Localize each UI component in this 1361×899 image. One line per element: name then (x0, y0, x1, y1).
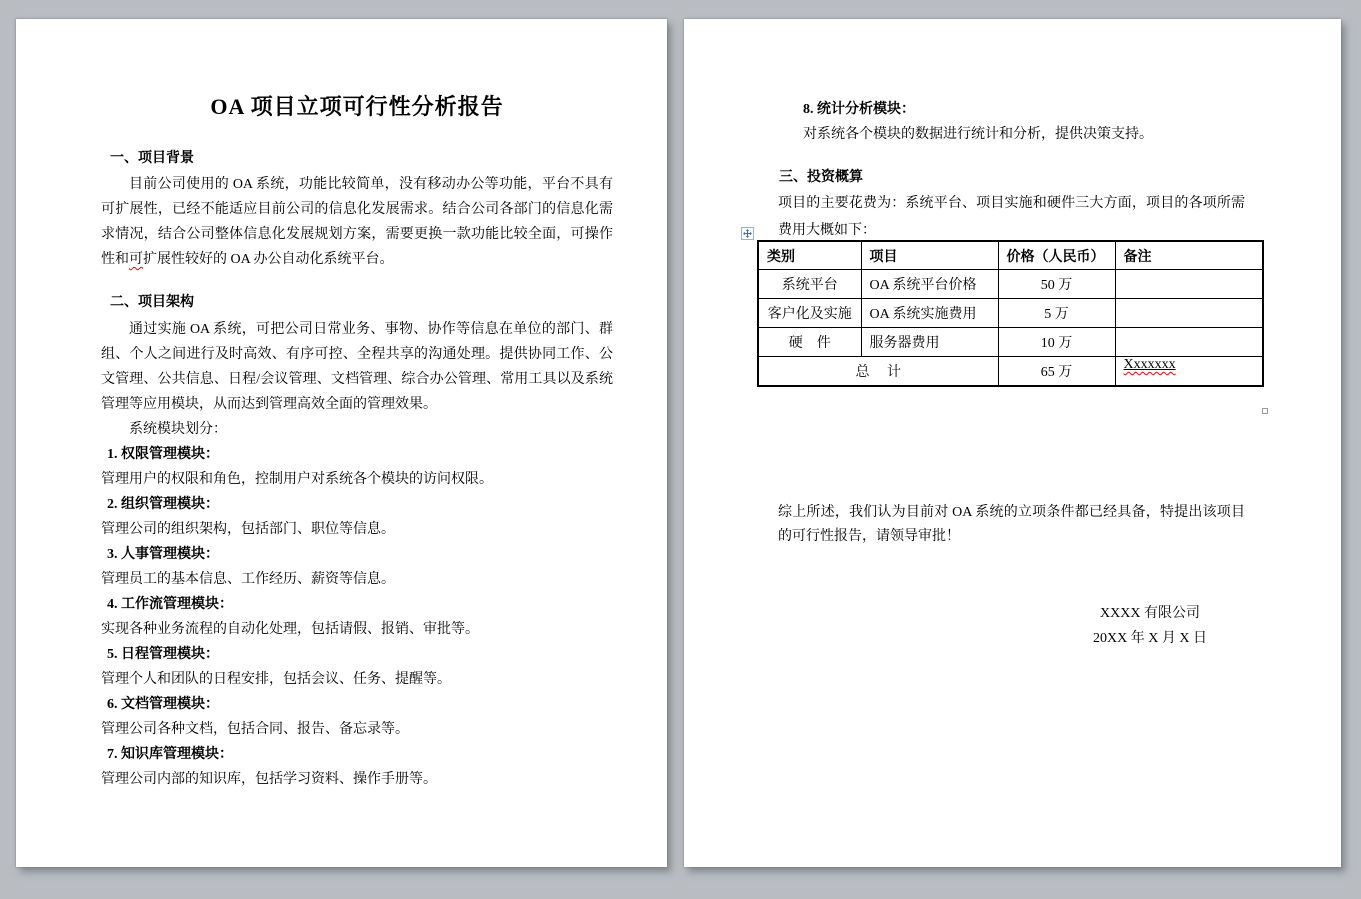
module-heading[interactable]: 7. 知识库管理模块： (107, 747, 233, 762)
cell-item[interactable]: OA 系统平台价格 (861, 270, 998, 299)
cell-category[interactable]: 硬 件 (758, 328, 861, 357)
cell-price[interactable]: 50 万 (998, 270, 1115, 299)
module-heading[interactable]: 3. 人事管理模块： (107, 547, 219, 562)
module-heading[interactable]: 6. 文档管理模块： (107, 697, 219, 712)
table-row (758, 299, 1263, 328)
table-total-row (758, 357, 1263, 387)
page-1-content (16, 92, 667, 792)
module-item (101, 592, 613, 642)
signature-date[interactable]: 20XX 年 X 月 X 日 (1093, 631, 1207, 646)
module-desc[interactable]: 管理员工的基本信息、工作经历、薪资等信息。 (101, 572, 395, 587)
module-item (803, 97, 1263, 147)
table-move-handle[interactable] (741, 227, 754, 240)
page-2[interactable] (684, 19, 1341, 867)
table-header-row (758, 241, 1263, 270)
col-header-price[interactable]: 价格（人民币） (998, 241, 1115, 270)
section-heading-architecture[interactable]: 二、项目架构 (110, 295, 194, 310)
module-desc[interactable]: 对系统各个模块的数据进行统计和分析，提供决策支持。 (803, 127, 1153, 142)
section-heading-investment[interactable]: 三、投资概算 (779, 170, 863, 185)
paragraph-text: 扩展性较好的 OA 办公自动化系统平台。 (143, 252, 394, 267)
module-list-intro[interactable]: 系统模块划分： (129, 422, 227, 437)
module-heading[interactable]: 4. 工作流管理模块： (107, 597, 233, 612)
cell-item[interactable]: 服务器费用 (861, 328, 998, 357)
investment-paragraph[interactable]: 项目的主要花费为：系统平台、项目实施和硬件三大方面，项目的各项所需费用大概如下： (778, 196, 1245, 238)
cell-note[interactable] (1115, 270, 1263, 299)
spellcheck-squiggle-word: Xxxxxxx (1123, 357, 1176, 372)
cell-price[interactable]: 5 万 (998, 299, 1115, 328)
module-item (101, 692, 613, 742)
module-item (101, 742, 613, 792)
cell-total-note[interactable] (1115, 357, 1263, 387)
cell-total-price[interactable]: 65 万 (998, 357, 1115, 387)
page-1[interactable] (16, 19, 667, 867)
module-item (101, 492, 613, 542)
page-2-content (684, 19, 1341, 867)
document-title[interactable]: OA 项目立项可行性分析报告 (210, 94, 504, 119)
architecture-paragraph[interactable]: 通过实施 OA 系统，可把公司日常业务、事物、协作等信息在单位的部门、群组、个人之间进行及时高效、有序可控、全程共享的沟通处理。提供协同工作、公文管理、公共信息、日程/会议管理、文档管理、综合办公管理、常用工具以及系统管理等应用模块，从而达到管理高效全面的管理效果。 (101, 322, 613, 412)
module-desc[interactable]: 管理用户的权限和角色，控制用户对系统各个模块的访问权限。 (101, 472, 493, 487)
paragraph-text: 目前公司使用的 OA 系统，功能比较简单，没有移动办公等功能，平台不具有可扩展性，已经不能适应目前公司的信息化发展需求。结合公司各部门的信息化需求情况，结合公司整体信息化发展规划方案，需要更换一款功能比较全面，可操作性和 (101, 177, 613, 267)
module-heading[interactable]: 8. 统计分析模块： (803, 102, 915, 117)
module-desc[interactable]: 管理公司各种文档，包括合同、报告、备忘录等。 (101, 722, 409, 737)
background-paragraph[interactable] (101, 172, 613, 272)
module-heading[interactable]: 5. 日程管理模块： (107, 647, 219, 662)
company-name[interactable]: XXXX 有限公司 (1100, 606, 1200, 621)
col-header-category[interactable]: 类别 (758, 241, 861, 270)
module-desc[interactable]: 管理公司的组织架构，包括部门、职位等信息。 (101, 522, 395, 537)
placeholder-note-text (1124, 357, 1176, 372)
module-desc[interactable]: 实现各种业务流程的自动化处理，包括请假、报销、审批等。 (101, 622, 479, 637)
move-icon (743, 229, 752, 238)
cell-note[interactable] (1115, 299, 1263, 328)
table-row (758, 328, 1263, 357)
cell-total-label[interactable]: 总 计 (758, 357, 998, 387)
module-item (101, 642, 613, 692)
module-heading[interactable]: 1. 权限管理模块： (107, 447, 219, 462)
module-heading[interactable]: 2. 组织管理模块： (107, 497, 219, 512)
spellcheck-squiggle-word: 可 (129, 252, 143, 267)
cell-category[interactable]: 客户化及实施 (758, 299, 861, 328)
module-item (101, 442, 613, 492)
module-item (101, 542, 613, 592)
investment-cost-table (757, 240, 1264, 387)
module-desc[interactable]: 管理公司内部的知识库，包括学习资料、操作手册等。 (101, 772, 437, 787)
signature-block (1000, 601, 1300, 651)
col-header-note[interactable]: 备注 (1115, 241, 1263, 270)
col-header-item[interactable]: 项目 (861, 241, 998, 270)
cell-note[interactable] (1115, 328, 1263, 357)
cell-category[interactable]: 系统平台 (758, 270, 861, 299)
table-row (758, 270, 1263, 299)
cell-price[interactable]: 10 万 (998, 328, 1115, 357)
table-resize-handle[interactable] (1262, 408, 1268, 414)
closing-paragraph[interactable]: 综上所述，我们认为目前对 OA 系统的立项条件都已经具备，特提出该项目的可行性报告，请领导审批！ (778, 505, 1245, 544)
cell-item[interactable]: OA 系统实施费用 (861, 299, 998, 328)
module-desc[interactable]: 管理个人和团队的日程安排，包括会议、任务、提醒等。 (101, 672, 451, 687)
section-heading-background[interactable]: 一、项目背景 (110, 151, 194, 166)
